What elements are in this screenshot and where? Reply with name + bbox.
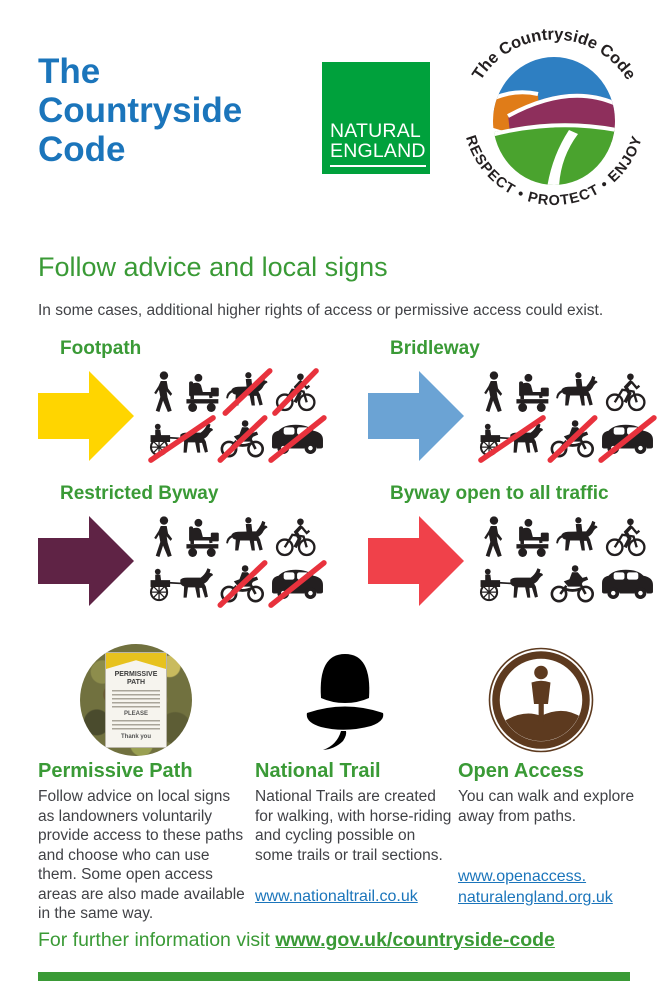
roundel-top-text: The Countryside Code [468,25,640,84]
horse-carriage-icon [148,562,216,606]
footpath-section [38,338,338,461]
motorcycle-icon [219,417,266,461]
title-line: Code [38,130,126,169]
restricted-byway-icons-row1 [148,515,326,559]
national-trail-link[interactable]: www.nationaltrail.co.uk [255,888,418,905]
motorcycle-icon [219,562,266,606]
not-allowed-cross-icon [596,415,659,463]
byway-open-label: Byway open to all traffic [390,483,609,504]
national-trail-acorn-icon [301,646,389,756]
footpath-arrow [38,371,134,461]
mobility-scooter-icon [182,515,221,559]
restricted-byway-icons-row2 [148,562,326,606]
page-title [38,52,338,169]
horse-carriage-icon [148,417,216,461]
title-line: Countryside [38,91,243,130]
car-icon [269,562,326,606]
footpath-icons-row1 [148,370,326,414]
bridleway-icons-row1 [478,370,656,414]
bridleway-label: Bridleway [390,338,480,359]
bridleway-section [368,338,666,461]
restricted-byway-section [38,483,338,606]
walker-icon [478,515,509,559]
cyclist-icon [604,515,647,559]
national-trail-text: National Trails are created for walking, with horse-riding and cycling possible on some trails or trail sections. [255,788,452,864]
not-allowed-cross-icon [216,560,269,608]
permissive-path-text: Follow advice on local signs as landowners voluntarily provide access to these paths and choose who can use them. Some open access areas are also made available in the same way. [38,788,245,922]
not-allowed-cross-icon [475,415,549,463]
motorcycle-icon [549,417,596,461]
countryside-code-roundel-logo [450,16,658,220]
not-allowed-cross-icon [266,415,329,463]
footpath-label: Footpath [60,338,142,359]
title-line: The [38,52,101,91]
bridleway-icons-row2 [478,417,656,461]
mobility-scooter-icon [512,370,551,414]
horse-rider-icon [224,515,271,559]
walker-icon [148,515,179,559]
footer-note: For further information visit www.gov.uk/countryside-code [38,929,555,951]
byway-open-arrow [368,516,464,606]
footpath-icons-row2 [148,417,326,461]
not-allowed-cross-icon [145,415,219,463]
natural-england-logo [322,62,430,174]
restricted-byway-label: Restricted Byway [60,483,219,504]
footer-green-bar [38,972,630,981]
horse-rider-icon [224,370,271,414]
mobility-scooter-icon [512,515,551,559]
cyclist-icon [274,370,317,414]
car-icon [269,417,326,461]
section-heading: Follow advice and local signs [38,252,388,282]
natural-england-logo-text: NATURAL ENGLAND [330,121,426,167]
section-intro: In some cases, additional higher rights of access or permissive access could exist. [38,302,604,319]
not-allowed-cross-icon [221,368,274,416]
car-icon [599,562,656,606]
not-allowed-cross-icon [546,415,599,463]
horse-rider-icon [554,370,601,414]
horse-rider-icon [554,515,601,559]
countryside-code-link[interactable]: www.gov.uk/countryside-code [275,929,555,951]
bridleway-arrow [368,371,464,461]
walker-icon [478,370,509,414]
not-allowed-cross-icon [271,368,320,416]
open-access-icon [487,646,595,754]
permissive-path-heading: Permissive Path [38,760,193,782]
byway-open-section [368,483,666,606]
roundel-bottom-text: RESPECT • PROTECT • ENJOY [462,133,646,210]
national-trail-heading: National Trail [255,760,381,782]
restricted-byway-arrow [38,516,134,606]
car-icon [599,417,656,461]
mobility-scooter-icon [182,370,221,414]
byway-open-icons-row2 [478,562,656,606]
open-access-text: You can walk and explore away from paths. [458,788,635,825]
permissive-path-sign: PERMISSIVE PATH PLEASE Thank you [105,652,167,748]
not-allowed-cross-icon [266,560,329,608]
cyclist-icon [274,515,317,559]
walker-icon [148,370,179,414]
motorcycle-icon [549,562,596,606]
cyclist-icon [604,370,647,414]
horse-carriage-icon [478,417,546,461]
sign-yellow-top [106,653,166,669]
permissive-path-photo [80,644,192,756]
open-access-heading: Open Access [458,760,584,782]
byway-open-icons-row1 [478,515,656,559]
not-allowed-cross-icon [216,415,269,463]
open-access-link[interactable]: www.openaccess. naturalengland.org.uk [458,868,613,906]
horse-carriage-icon [478,562,546,606]
